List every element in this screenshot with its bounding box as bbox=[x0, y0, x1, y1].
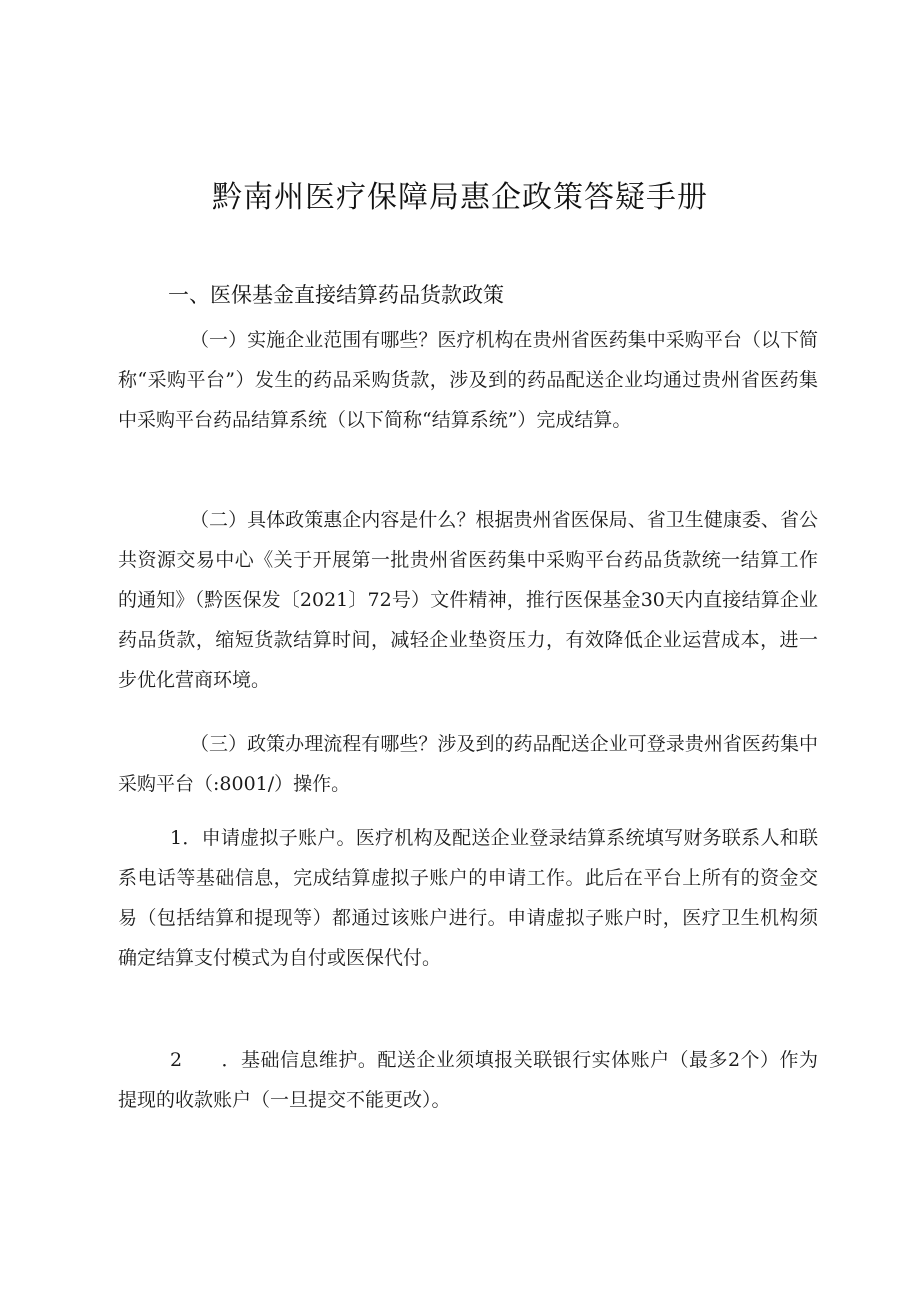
paragraph-text: 1．申请虚拟子账户。医疗机构及配送企业登录结算系统填写财务联系人和联系电话等基础信息，完成结算虚拟子账户的申请工作。此后在平台上所有的资金交易（包括结算和提现等）都通过该账户进行。申请虚拟子账户时，医疗卫生机构须确定结算支付模式为自付或医保代付。 bbox=[118, 827, 818, 969]
paragraph-text: （三）政策办理流程有哪些？涉及到的药品配送企业可登录贵州省医药集中采购平台（:8001/）操作。 bbox=[118, 733, 818, 795]
paragraph-step-2 bbox=[118, 1040, 818, 1120]
paragraph-text: （一）实施企业范围有哪些？医疗机构在贵州省医药集中采购平台（以下简称“采购平台”）发生的药品采购货款，涉及到的药品配送企业均通过贵州省医药集中采购平台药品结算系统（以下简称“结算系统”）完成结算。 bbox=[118, 329, 818, 431]
paragraph-enterprise-scope bbox=[118, 320, 818, 440]
paragraph-process bbox=[118, 724, 818, 804]
paragraph-text: （二）具体政策惠企内容是什么？根据贵州省医保局、省卫生健康委、省公共资源交易中心《关于开展第一批贵州省医药集中采购平台药品货款统一结算工作的通知》（黔医保发〔2021〕72号）文件精神，推行医保基金30天内直接结算企业药品货款，缩短货款结算时间，减轻企业垫资压力，有效降低企业运营成本，进一步优化营商环境。 bbox=[118, 509, 818, 691]
page-title: 黔南州医疗保障局惠企政策答疑手册 bbox=[212, 180, 708, 215]
paragraph-policy-content bbox=[118, 500, 818, 700]
section-heading: 一、医保基金直接结算药品货款政策 bbox=[168, 283, 504, 307]
paragraph-text: 2 ．基础信息维护。配送企业须填报关联银行实体账户（最多2个）作为提现的收款账户（一旦提交不能更改）。 bbox=[118, 1049, 818, 1111]
paragraph-step-1 bbox=[118, 818, 818, 978]
